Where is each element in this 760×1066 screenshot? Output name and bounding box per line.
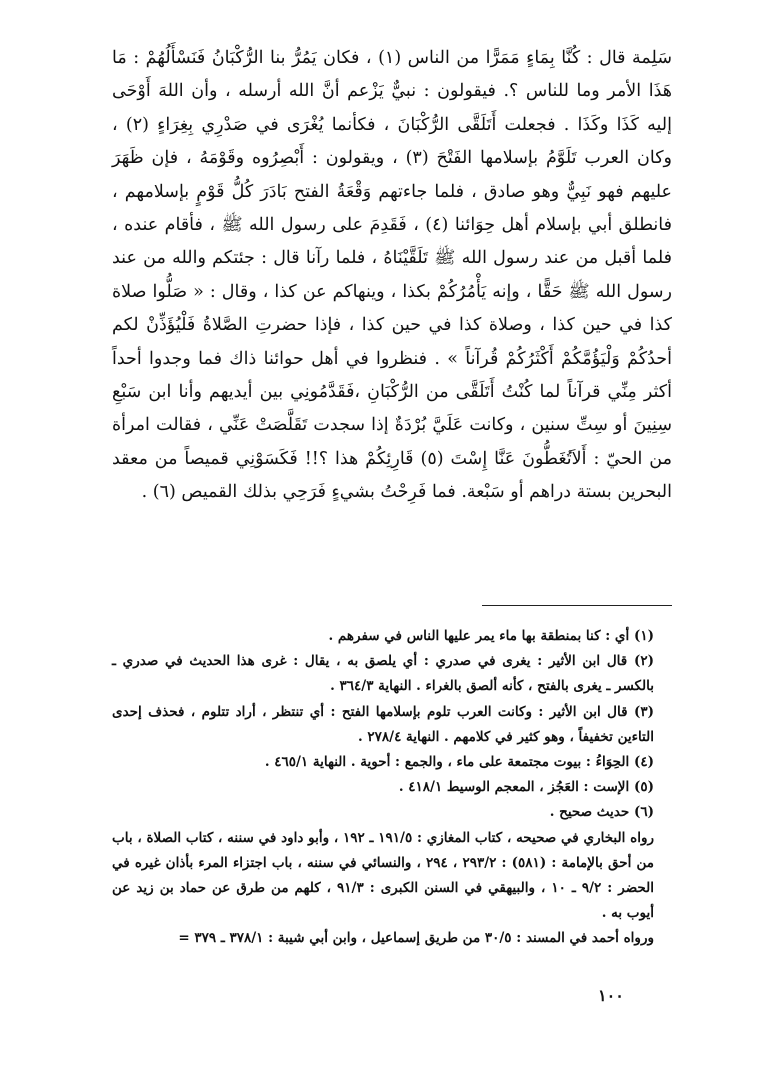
footnote-2: (٢) قال ابن الأثير : يغرى في صدري : أي يلصق به ، يقال : غرى هذا الحديث في صدري ـ بالكسر ـ يغرى بالفتح ، كأنه ألصق بالغراء . النهاية ٣٦٤/٣ . — [112, 653, 654, 695]
footnote-4: (٤) الحِوَاءُ : بيوت مجتمعة على ماء ، والجمع : أحوية . النهاية ٤٦٥/١ . — [264, 754, 654, 771]
footnote-5: (٥) الإست : العَجُز ، المعجم الوسيط ٤١٨/١ . — [398, 779, 654, 796]
footnote-6: (٦) حديث صحيح . — [549, 804, 654, 821]
footnote-1: (١) أي : كنا بمنطقة بها ماء يمر عليها الناس في سفرهم . — [328, 628, 654, 644]
footnote-divider — [482, 605, 672, 606]
footnote-6-sources: رواه البخاري في صحيحه ، كتاب المغازي : ١٩١/٥ ـ ١٩٢ ، وأبو داود في سننه ، كتاب الصلاة ، باب من أحق بالإمامة : (٥٨١) : ٢٩٣/٢ ، ٢٩٤ ، والنسائي في سننه ، باب اجتزاء المرء بأذان غيره في الحضر : ٩/٢ ـ ١٠ ، والبيهقي في السنن الكبرى : ٩١/٣ ، كلهم من طرق عن حماد بن زيد عن أيوب به . — [112, 829, 655, 922]
page-number: ١٠٠ — [598, 986, 624, 1005]
footnotes — [112, 624, 672, 952]
main-text — [112, 42, 672, 510]
hadith-paragraph: سَلِمة قال : كُنَّا بِمَاءٍ مَمَرًّا من الناس (١) ، فكان يَمُرُّ بنا الرُّكْبَانُ فَنَسْأَلُهُمْ : مَا هَذَا الأمر وما للناس ؟. فيقولون : نبيٌّ يَزْعم أنَّ الله أرسله ، وأن اللهَ أَوْحَى إليه كَذَا وكَذَا . فجعلت أَتَلَقَّى الرُّكْبَانَ ، فكأنما يُغْرَى في صَدْرِي بِغِرَاءٍ (٢) ، وكان العرب تَلَوَّمُ بإسلامها الفَتْحَ (٣) ، ويقولون : أَبْصِرُوه وقَوْمَهُ ، فإن ظَهَرَ عليهم فهو نَبِيٌّ وهو صادق ، فلما جاءتهم وَقْعَةُ الفتح بَادَرَ كُلُّ قَوْمٍ بإسلامهم ، فانطلق أبي بإسلام أهل حِوَائنا (٤) ، فَقَدِمَ على رسول الله ﷺ ، فأقام عنده ، فلما أقبل من عند رسول الله ﷺ تَلَقَّيْنَاهُ ، فلما رآنا قال : جئتكم والله من عند رسول الله ﷺ حَقًّا ، وإنه يَأْمُرُكُمْ بكذا ، وينهاكم عن كذا ، وقال : « صَلُّوا صلاة كذا في حين كذا ، وصلاة كذا في حين كذا ، فإذا حضرتِ الصَّلاةُ فَلْيُؤَذِّنْ لكم أحدُكُمْ وَلْيَؤُمَّكُمْ أَكْثَرُكُمْ قُرآناً » . فنظروا في أهل حوائنا ذاك فما وجدوا أحداً أكثر مِنِّي قرآناً لما كُنْتُ أَتَلَقَّى من الرُّكْبَانِ ،فَقَدَّمُونِي بين أيديهم وأنا ابن سَبْعِ سِنِينَ أو سِتِّ سنين ، وكانت عَلَيَّ بُرْدَةٌ إذا سجدت تَقَلَّصَتْ عَنِّي ، فقالت امرأة من الحيّ : أَلاَتُغَطُّونَ عَنَّا إِسْتَ (٥) قَارِئِكُمْ هذا ؟!! فَكَسَوْنِي قميصاً من معقد البحرين بستة دراهم أو سَبْعة. فما فَرِحْتُ بشيءٍ فَرَحِي بذلك القميص (٦) . — [112, 48, 673, 503]
footnote-6-sources-cont: ورواه أحمد في المسند : ٣٠/٥ من طريق إسماعيل ، وابن أبي شيبة : ٣٧٨/١ ـ ٣٧٩ = — [178, 930, 654, 947]
footnote-3: (٣) قال ابن الأثير : وكانت العرب تلوم بإسلامها الفتح : أي تنتظر ، أراد تتلوم ، فحذف إحدى التاءين تخفيفاً ، وهو كثير في كلامهم . النهاية ٢٧٨/٤ . — [112, 703, 654, 745]
